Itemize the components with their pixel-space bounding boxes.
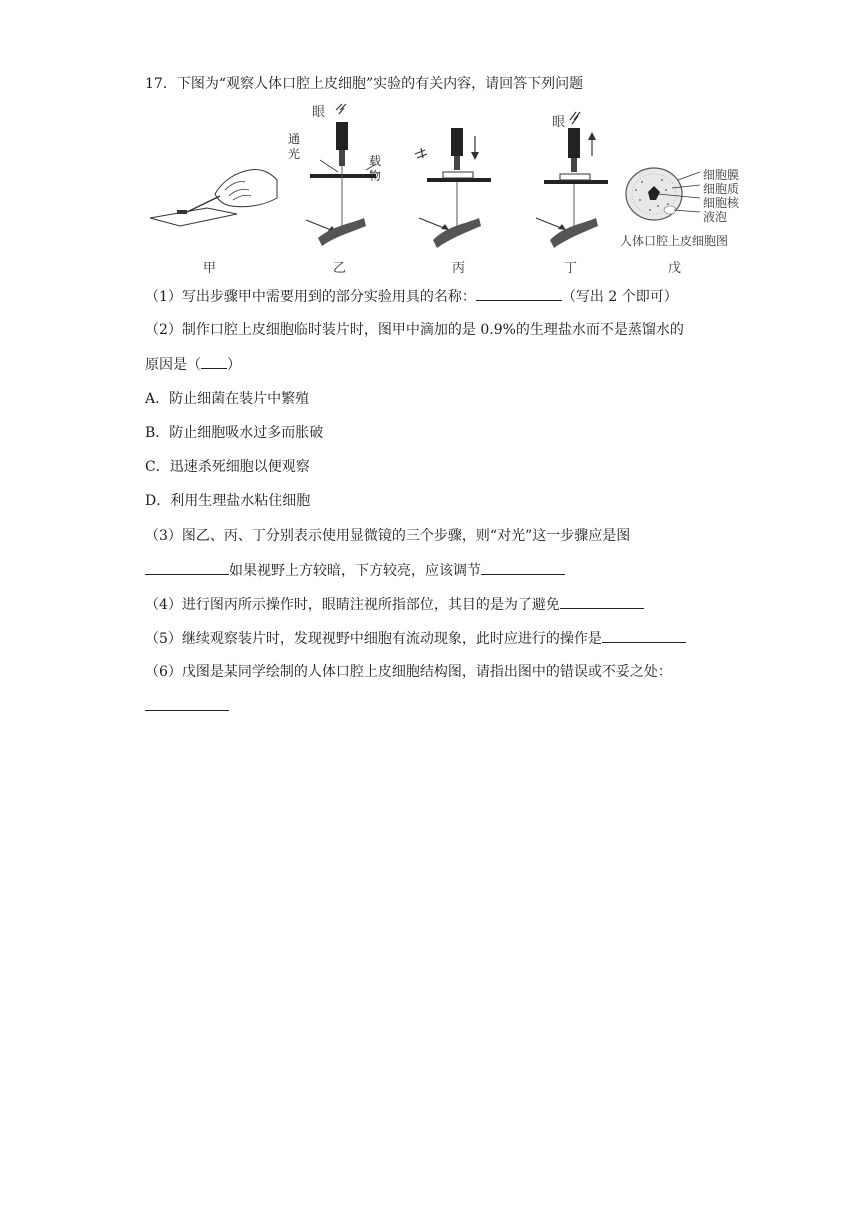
question-5-text: （5）继续观察装片时，发现视野中细胞有流动现象，此时应进行的操作是 bbox=[145, 631, 602, 647]
answer-blank-2[interactable] bbox=[201, 354, 227, 369]
figure-wu-title: 人体口腔上皮细胞图 bbox=[620, 234, 729, 248]
figure-wu-label-vacuole: 液泡 bbox=[703, 210, 728, 224]
figure-jia-drawing bbox=[145, 150, 280, 230]
figure-caption-ding: 丁 bbox=[564, 261, 578, 276]
question-3-line1: （3）图乙、丙、丁分别表示使用显微镜的三个步骤，则“对光”这一步骤应是图 bbox=[145, 528, 631, 544]
question-3-line2 bbox=[145, 560, 565, 581]
figure-ding-drawing bbox=[520, 100, 630, 250]
question-1 bbox=[145, 286, 678, 307]
question-2-line2-b: ） bbox=[227, 357, 241, 373]
question-4 bbox=[145, 594, 644, 615]
option-c[interactable]: C．迅速杀死细胞以便观察 bbox=[145, 459, 310, 475]
question-6-answer-line bbox=[145, 696, 229, 717]
figure-bing-drawing bbox=[405, 100, 515, 250]
figure-caption-wu: 戊 bbox=[668, 261, 682, 276]
question-4-text: （4）进行图丙所示操作时，眼睛注视所指部位，其目的是为了避免 bbox=[145, 597, 560, 613]
answer-blank-1[interactable] bbox=[476, 286, 562, 301]
answer-blank-3b[interactable] bbox=[481, 560, 565, 575]
question-2-line2 bbox=[145, 354, 241, 375]
figure-yi-tonguang-label: 通光 bbox=[288, 132, 301, 161]
figure-wu-cell-drawing bbox=[622, 160, 702, 230]
option-a[interactable]: A．防止细菌在装片中繁殖 bbox=[145, 391, 310, 407]
figure-wu-label-membrane: 细胞膜 bbox=[703, 168, 740, 182]
question-5 bbox=[145, 628, 686, 649]
question-3-line2-text: 如果视野上方较暗，下方较亮，应该调节 bbox=[229, 563, 481, 579]
question-2-line2-a: 原因是（ bbox=[145, 357, 201, 373]
answer-blank-4[interactable] bbox=[560, 594, 644, 609]
figure-yi-zaiwu-label: 载物 bbox=[369, 154, 382, 183]
figure-caption-jia: 甲 bbox=[203, 261, 217, 276]
question-number: 17． bbox=[145, 76, 177, 92]
question-stem bbox=[145, 74, 583, 94]
figure-yi-drawing bbox=[290, 100, 400, 250]
answer-blank-6[interactable] bbox=[145, 696, 229, 711]
figure-yi-eye-label: 眼 bbox=[312, 105, 326, 120]
answer-blank-3a[interactable] bbox=[145, 560, 229, 575]
question-1-after: （写出 2 个即可） bbox=[561, 289, 678, 305]
figure-caption-bing: 丙 bbox=[452, 261, 466, 276]
answer-blank-5[interactable] bbox=[602, 628, 686, 643]
figure-wu-label-nucleus: 细胞核 bbox=[703, 196, 740, 210]
figure-caption-yi: 乙 bbox=[333, 261, 347, 276]
figure-ding-eye-label: 眼 bbox=[552, 115, 566, 130]
option-d[interactable]: D．利用生理盐水粘住细胞 bbox=[145, 493, 311, 509]
question-text: 下图为“观察人体口腔上皮细胞”实验的有关内容，请回答下列问题 bbox=[176, 76, 584, 92]
question-6: （6）戊图是某同学绘制的人体口腔上皮细胞结构图，请指出图中的错误或不妥之处： bbox=[145, 664, 672, 680]
option-b[interactable]: B．防止细胞吸水过多而胀破 bbox=[145, 425, 324, 441]
question-2-line1: （2）制作口腔上皮细胞临时装片时，图甲中滴加的是 0.9%的生理盐水而不是蒸馏水的 bbox=[145, 322, 684, 338]
figure-wu-label-cytoplasm: 细胞质 bbox=[703, 182, 740, 196]
question-1-text: （1）写出步骤甲中需要用到的部分实验用具的名称： bbox=[145, 289, 476, 305]
